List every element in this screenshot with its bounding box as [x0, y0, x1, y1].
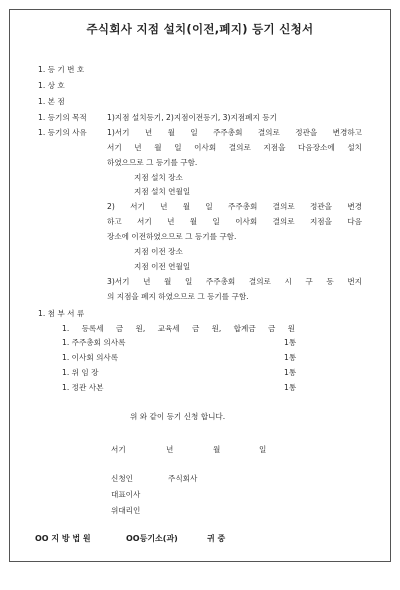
rep-director-label: 대표이사: [111, 490, 141, 499]
attachment-qty: 1통: [284, 368, 297, 377]
reason-line: 3)서기 년 월 일 주주총회 결의로 시 구 동 번지: [107, 277, 362, 286]
attachment-qty: 1통: [284, 338, 297, 347]
applicant-company: 주식회사: [168, 474, 198, 483]
reason-line: 하였으므로 그 등기를 구함.: [107, 158, 198, 167]
reason-sub-item: 지점 이전 연월일: [134, 262, 191, 271]
date-year: 년: [166, 445, 174, 454]
attachments-heading: 1. 첨 부 서 류: [38, 309, 85, 318]
field-value-purpose: 1)지점 설치등기, 2)지점이전등기, 3)지점폐지 등기: [107, 113, 277, 122]
field-label-purpose: 1. 등기의 목적: [38, 113, 87, 122]
reason-line: 장소에 이전하였으므로 그 등기를 구함.: [107, 232, 237, 241]
reason-line: 의 지점을 폐지 하였으므로 그 등기를 구함.: [107, 292, 249, 301]
footer-court: OO 지 방 법 원: [35, 534, 91, 543]
document-title: 주식회사 지점 설치(이전,폐지) 등기 신청서: [86, 22, 314, 36]
request-statement: 위 와 같이 등기 신청 합니다.: [130, 412, 226, 421]
reason-line: 1)서기 년 월 일 주주총회 결의로 정관을 변경하고: [107, 128, 362, 137]
agent-label: 위대리인: [111, 506, 141, 515]
attachment-item: 1. 위 임 장: [62, 368, 99, 377]
reason-line: 서기 년 월 일 이사회 결의로 지점을 다음장소에 설치: [107, 143, 362, 152]
reason-sub-item: 지점 설치 연월일: [134, 187, 191, 196]
attachment-item: 1. 이사회 의사록: [62, 353, 119, 362]
reason-sub-item: 지점 설치 장소: [134, 173, 183, 182]
date-prefix: 서기: [111, 445, 126, 454]
date-month: 월: [213, 445, 221, 454]
footer-suffix: 귀 중: [207, 534, 226, 543]
attachment-qty: 1통: [284, 353, 297, 362]
attachment-fees: 1. 등록세 금 원, 교육세 금 원, 합계금 금 원: [62, 324, 295, 333]
attachment-item: 1. 정관 사본: [62, 383, 104, 392]
footer-registry: OO등기소(과): [126, 534, 178, 543]
applicant-label: 신청인: [111, 474, 134, 483]
reason-sub-item: 지점 이전 장소: [134, 247, 183, 256]
attachment-qty: 1통: [284, 383, 297, 392]
reason-line: 하고 서기 년 월 일 이사회 결의로 지점을 다음: [107, 217, 362, 226]
date-day: 일: [259, 445, 267, 454]
attachment-item: 1. 주주총회 의사록: [62, 338, 126, 347]
reason-line: 2) 서기 년 월 일 주주총회 결의로 정관을 변경: [107, 202, 362, 211]
field-label-registration-number: 1. 등 기 번 호: [38, 65, 85, 74]
field-label-trade-name: 1. 상 호: [38, 81, 65, 90]
field-label-head-office: 1. 본 점: [38, 97, 65, 106]
field-label-reason: 1. 등기의 사유: [38, 128, 87, 137]
